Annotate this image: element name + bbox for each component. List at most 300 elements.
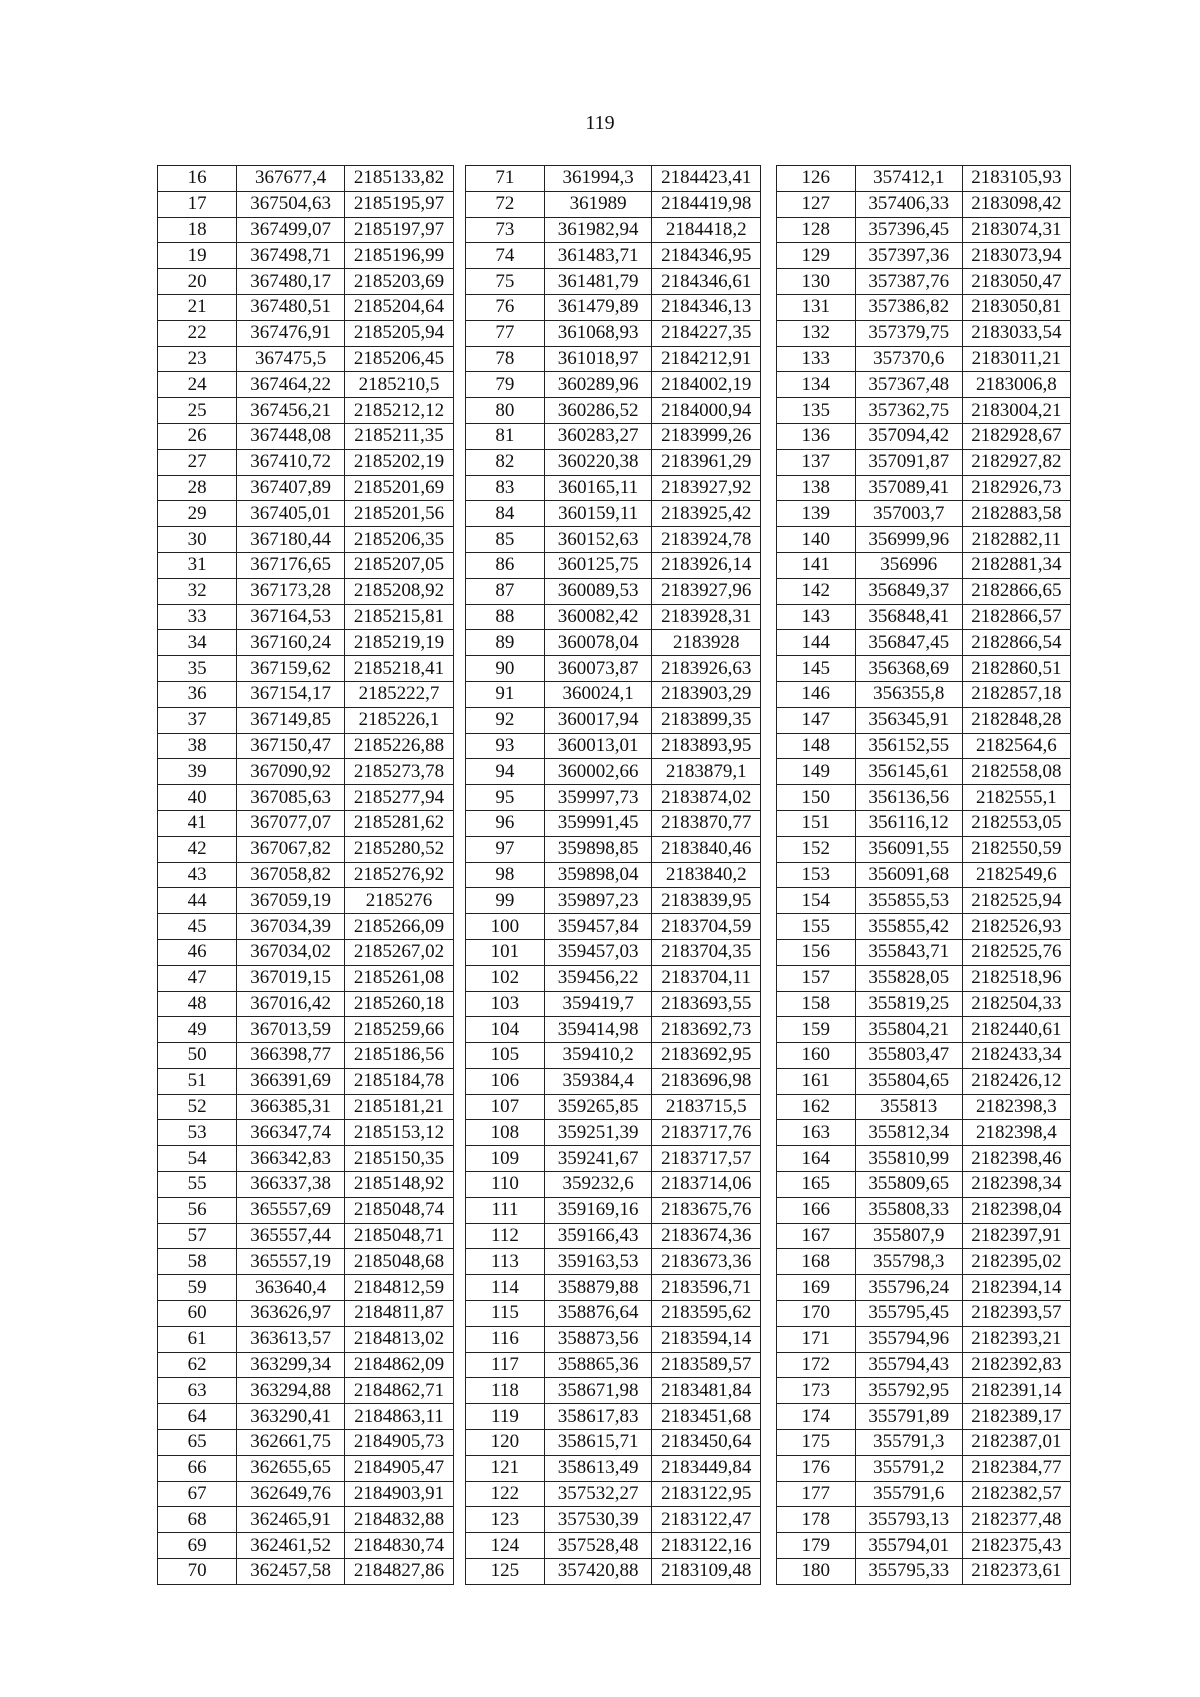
point-number-cell: 114 <box>466 1275 545 1301</box>
y-coordinate-cell: 2182382,57 <box>962 1481 1070 1507</box>
table-row <box>466 346 761 372</box>
coordinate-table-1 <box>157 165 454 1585</box>
y-coordinate-cell: 2183840,46 <box>652 836 761 862</box>
x-coordinate-cell: 367034,39 <box>237 914 345 940</box>
y-coordinate-cell: 2184905,47 <box>345 1455 454 1481</box>
table-row <box>158 552 454 578</box>
table-row <box>777 1455 1071 1481</box>
point-number-cell: 144 <box>777 630 856 656</box>
table-row <box>466 1223 761 1249</box>
x-coordinate-cell: 357412,1 <box>855 166 962 192</box>
x-coordinate-cell: 358617,83 <box>544 1404 652 1430</box>
table-row <box>466 759 761 785</box>
point-number-cell: 34 <box>158 630 237 656</box>
y-coordinate-cell: 2183899,35 <box>652 707 761 733</box>
x-coordinate-cell: 367034,02 <box>237 939 345 965</box>
x-coordinate-cell: 357091,87 <box>855 449 962 475</box>
x-coordinate-cell: 357089,41 <box>855 475 962 501</box>
y-coordinate-cell: 2185181,21 <box>345 1094 454 1120</box>
point-number-cell: 22 <box>158 320 237 346</box>
x-coordinate-cell: 359898,04 <box>544 862 652 888</box>
table-row <box>777 785 1071 811</box>
table-row <box>777 372 1071 398</box>
table-row <box>158 707 454 733</box>
point-number-cell: 143 <box>777 604 856 630</box>
y-coordinate-cell: 2182866,65 <box>962 578 1070 604</box>
point-number-cell: 29 <box>158 501 237 527</box>
point-number-cell: 125 <box>466 1559 545 1585</box>
x-coordinate-cell: 355794,96 <box>855 1326 962 1352</box>
point-number-cell: 178 <box>777 1507 856 1533</box>
x-coordinate-cell: 355794,01 <box>855 1533 962 1559</box>
point-number-cell: 57 <box>158 1223 237 1249</box>
table-row <box>466 1017 761 1043</box>
y-coordinate-cell: 2183925,42 <box>652 501 761 527</box>
y-coordinate-cell: 2182398,3 <box>962 1094 1070 1120</box>
x-coordinate-cell: 355791,2 <box>855 1455 962 1481</box>
point-number-cell: 156 <box>777 939 856 965</box>
y-coordinate-cell: 2183927,96 <box>652 578 761 604</box>
y-coordinate-cell: 2182440,61 <box>962 1017 1070 1043</box>
y-coordinate-cell: 2184905,73 <box>345 1430 454 1456</box>
point-number-cell: 59 <box>158 1275 237 1301</box>
point-number-cell: 135 <box>777 398 856 424</box>
y-coordinate-cell: 2182375,43 <box>962 1533 1070 1559</box>
point-number-cell: 158 <box>777 991 856 1017</box>
x-coordinate-cell: 357528,48 <box>544 1533 652 1559</box>
table-row <box>777 320 1071 346</box>
table-row <box>777 578 1071 604</box>
x-coordinate-cell: 359241,67 <box>544 1146 652 1172</box>
point-number-cell: 27 <box>158 449 237 475</box>
table-row <box>158 501 454 527</box>
y-coordinate-cell: 2183692,73 <box>652 1017 761 1043</box>
y-coordinate-cell: 2185222,7 <box>345 681 454 707</box>
table-row <box>158 1352 454 1378</box>
point-number-cell: 177 <box>777 1481 856 1507</box>
point-number-cell: 150 <box>777 785 856 811</box>
table-row <box>466 604 761 630</box>
y-coordinate-cell: 2183105,93 <box>962 166 1070 192</box>
table-row <box>158 604 454 630</box>
point-number-cell: 89 <box>466 630 545 656</box>
y-coordinate-cell: 2182389,17 <box>962 1404 1070 1430</box>
point-number-cell: 122 <box>466 1481 545 1507</box>
point-number-cell: 43 <box>158 862 237 888</box>
table-row <box>777 707 1071 733</box>
point-number-cell: 123 <box>466 1507 545 1533</box>
y-coordinate-cell: 2182387,01 <box>962 1430 1070 1456</box>
y-coordinate-cell: 2184863,11 <box>345 1404 454 1430</box>
y-coordinate-cell: 2182848,28 <box>962 707 1070 733</box>
table-row <box>466 1404 761 1430</box>
table-row <box>777 914 1071 940</box>
point-number-cell: 110 <box>466 1172 545 1198</box>
point-number-cell: 63 <box>158 1378 237 1404</box>
table-row <box>158 836 454 862</box>
table-row <box>158 398 454 424</box>
x-coordinate-cell: 358879,88 <box>544 1275 652 1301</box>
coordinate-table-3 <box>776 165 1071 1585</box>
x-coordinate-cell: 359169,16 <box>544 1197 652 1223</box>
y-coordinate-cell: 2182384,77 <box>962 1455 1070 1481</box>
table-row <box>466 423 761 449</box>
x-coordinate-cell: 363294,88 <box>237 1378 345 1404</box>
x-coordinate-cell: 361481,79 <box>544 269 652 295</box>
y-coordinate-cell: 2183004,21 <box>962 398 1070 424</box>
y-coordinate-cell: 2184419,98 <box>652 191 761 217</box>
point-number-cell: 96 <box>466 810 545 836</box>
y-coordinate-cell: 2182526,93 <box>962 914 1070 940</box>
x-coordinate-cell: 360283,27 <box>544 423 652 449</box>
x-coordinate-cell: 356136,56 <box>855 785 962 811</box>
point-number-cell: 62 <box>158 1352 237 1378</box>
point-number-cell: 151 <box>777 810 856 836</box>
point-number-cell: 124 <box>466 1533 545 1559</box>
table-row <box>158 1068 454 1094</box>
point-number-cell: 77 <box>466 320 545 346</box>
x-coordinate-cell: 362465,91 <box>237 1507 345 1533</box>
x-coordinate-cell: 356345,91 <box>855 707 962 733</box>
y-coordinate-cell: 2183675,76 <box>652 1197 761 1223</box>
point-number-cell: 147 <box>777 707 856 733</box>
point-number-cell: 38 <box>158 733 237 759</box>
point-number-cell: 73 <box>466 217 545 243</box>
point-number-cell: 76 <box>466 294 545 320</box>
y-coordinate-cell: 2184862,71 <box>345 1378 454 1404</box>
point-number-cell: 138 <box>777 475 856 501</box>
table-row <box>466 1326 761 1352</box>
point-number-cell: 32 <box>158 578 237 604</box>
table-row <box>466 656 761 682</box>
y-coordinate-cell: 2184346,95 <box>652 243 761 269</box>
table-row <box>158 1223 454 1249</box>
x-coordinate-cell: 356145,61 <box>855 759 962 785</box>
point-number-cell: 127 <box>777 191 856 217</box>
point-number-cell: 25 <box>158 398 237 424</box>
point-number-cell: 103 <box>466 991 545 1017</box>
y-coordinate-cell: 2184832,88 <box>345 1507 454 1533</box>
y-coordinate-cell: 2183109,48 <box>652 1559 761 1585</box>
point-number-cell: 120 <box>466 1430 545 1456</box>
point-number-cell: 82 <box>466 449 545 475</box>
point-number-cell: 17 <box>158 191 237 217</box>
table-row <box>158 449 454 475</box>
y-coordinate-cell: 2185211,35 <box>345 423 454 449</box>
point-number-cell: 111 <box>466 1197 545 1223</box>
x-coordinate-cell: 359265,85 <box>544 1094 652 1120</box>
point-number-cell: 119 <box>466 1404 545 1430</box>
table-row <box>466 836 761 862</box>
table-row <box>466 320 761 346</box>
point-number-cell: 179 <box>777 1533 856 1559</box>
table-row <box>777 501 1071 527</box>
y-coordinate-cell: 2184346,13 <box>652 294 761 320</box>
point-number-cell: 163 <box>777 1120 856 1146</box>
point-number-cell: 55 <box>158 1172 237 1198</box>
y-coordinate-cell: 2184830,74 <box>345 1533 454 1559</box>
x-coordinate-cell: 355791,6 <box>855 1481 962 1507</box>
x-coordinate-cell: 367058,82 <box>237 862 345 888</box>
point-number-cell: 19 <box>158 243 237 269</box>
y-coordinate-cell: 2185277,94 <box>345 785 454 811</box>
y-coordinate-cell: 2183715,5 <box>652 1094 761 1120</box>
x-coordinate-cell: 358865,36 <box>544 1352 652 1378</box>
y-coordinate-cell: 2183870,77 <box>652 810 761 836</box>
point-number-cell: 113 <box>466 1249 545 1275</box>
table-row <box>158 217 454 243</box>
y-coordinate-cell: 2182373,61 <box>962 1559 1070 1585</box>
y-coordinate-cell: 2184002,19 <box>652 372 761 398</box>
point-number-cell: 93 <box>466 733 545 759</box>
table-row <box>777 552 1071 578</box>
point-number-cell: 56 <box>158 1197 237 1223</box>
y-coordinate-cell: 2183674,36 <box>652 1223 761 1249</box>
point-number-cell: 115 <box>466 1301 545 1327</box>
x-coordinate-cell: 355792,95 <box>855 1378 962 1404</box>
x-coordinate-cell: 360089,53 <box>544 578 652 604</box>
point-number-cell: 169 <box>777 1275 856 1301</box>
x-coordinate-cell: 356847,45 <box>855 630 962 656</box>
x-coordinate-cell: 355804,21 <box>855 1017 962 1043</box>
table-row <box>158 166 454 192</box>
table-row <box>466 1120 761 1146</box>
table-row <box>777 604 1071 630</box>
x-coordinate-cell: 367159,62 <box>237 656 345 682</box>
point-number-cell: 102 <box>466 965 545 991</box>
point-number-cell: 18 <box>158 217 237 243</box>
table-row <box>466 1559 761 1585</box>
y-coordinate-cell: 2185150,35 <box>345 1146 454 1172</box>
x-coordinate-cell: 357386,82 <box>855 294 962 320</box>
x-coordinate-cell: 361479,89 <box>544 294 652 320</box>
point-number-cell: 16 <box>158 166 237 192</box>
y-coordinate-cell: 2182555,1 <box>962 785 1070 811</box>
table-row <box>777 1533 1071 1559</box>
table-row <box>466 243 761 269</box>
y-coordinate-cell: 2182866,57 <box>962 604 1070 630</box>
y-coordinate-cell: 2185197,97 <box>345 217 454 243</box>
y-coordinate-cell: 2183050,47 <box>962 269 1070 295</box>
table-row <box>777 423 1071 449</box>
x-coordinate-cell: 359898,85 <box>544 836 652 862</box>
x-coordinate-cell: 367019,15 <box>237 965 345 991</box>
table-row <box>158 785 454 811</box>
point-number-cell: 174 <box>777 1404 856 1430</box>
x-coordinate-cell: 355843,71 <box>855 939 962 965</box>
point-number-cell: 42 <box>158 836 237 862</box>
table-row <box>466 888 761 914</box>
table-row <box>158 733 454 759</box>
point-number-cell: 58 <box>158 1249 237 1275</box>
table-row <box>466 630 761 656</box>
y-coordinate-cell: 2182398,34 <box>962 1172 1070 1198</box>
point-number-cell: 140 <box>777 527 856 553</box>
point-number-cell: 155 <box>777 914 856 940</box>
y-coordinate-cell: 2183893,95 <box>652 733 761 759</box>
y-coordinate-cell: 2185259,66 <box>345 1017 454 1043</box>
x-coordinate-cell: 357396,45 <box>855 217 962 243</box>
x-coordinate-cell: 359163,53 <box>544 1249 652 1275</box>
table-row <box>777 1430 1071 1456</box>
y-coordinate-cell: 2184811,87 <box>345 1301 454 1327</box>
y-coordinate-cell: 2182398,04 <box>962 1197 1070 1223</box>
table-row <box>466 733 761 759</box>
y-coordinate-cell: 2184423,41 <box>652 166 761 192</box>
point-number-cell: 28 <box>158 475 237 501</box>
x-coordinate-cell: 356996 <box>855 552 962 578</box>
y-coordinate-cell: 2182926,73 <box>962 475 1070 501</box>
y-coordinate-cell: 2183696,98 <box>652 1068 761 1094</box>
point-number-cell: 70 <box>158 1559 237 1585</box>
table-row <box>466 965 761 991</box>
point-number-cell: 170 <box>777 1301 856 1327</box>
x-coordinate-cell: 366391,69 <box>237 1068 345 1094</box>
y-coordinate-cell: 2182928,67 <box>962 423 1070 449</box>
x-coordinate-cell: 356999,96 <box>855 527 962 553</box>
x-coordinate-cell: 357530,39 <box>544 1507 652 1533</box>
table-row <box>466 191 761 217</box>
point-number-cell: 46 <box>158 939 237 965</box>
point-number-cell: 79 <box>466 372 545 398</box>
table-row <box>466 681 761 707</box>
point-number-cell: 26 <box>158 423 237 449</box>
point-number-cell: 83 <box>466 475 545 501</box>
x-coordinate-cell: 366337,38 <box>237 1172 345 1198</box>
x-coordinate-cell: 367149,85 <box>237 707 345 733</box>
x-coordinate-cell: 360220,38 <box>544 449 652 475</box>
x-coordinate-cell: 365557,44 <box>237 1223 345 1249</box>
y-coordinate-cell: 2185195,97 <box>345 191 454 217</box>
table-row <box>466 1249 761 1275</box>
table-row <box>777 1352 1071 1378</box>
x-coordinate-cell: 357370,6 <box>855 346 962 372</box>
table-row <box>466 217 761 243</box>
x-coordinate-cell: 367499,07 <box>237 217 345 243</box>
y-coordinate-cell: 2182426,12 <box>962 1068 1070 1094</box>
x-coordinate-cell: 361989 <box>544 191 652 217</box>
y-coordinate-cell: 2182395,02 <box>962 1249 1070 1275</box>
table-row <box>158 630 454 656</box>
y-coordinate-cell: 2183122,95 <box>652 1481 761 1507</box>
point-number-cell: 44 <box>158 888 237 914</box>
table-row <box>158 888 454 914</box>
x-coordinate-cell: 360024,1 <box>544 681 652 707</box>
point-number-cell: 54 <box>158 1146 237 1172</box>
x-coordinate-cell: 363299,34 <box>237 1352 345 1378</box>
y-coordinate-cell: 2183903,29 <box>652 681 761 707</box>
x-coordinate-cell: 359166,43 <box>544 1223 652 1249</box>
x-coordinate-cell: 355813 <box>855 1094 962 1120</box>
table-row <box>777 759 1071 785</box>
x-coordinate-cell: 357003,7 <box>855 501 962 527</box>
x-coordinate-cell: 355828,05 <box>855 965 962 991</box>
table-row <box>777 1172 1071 1198</box>
x-coordinate-cell: 355795,45 <box>855 1301 962 1327</box>
y-coordinate-cell: 2183704,59 <box>652 914 761 940</box>
y-coordinate-cell: 2184418,2 <box>652 217 761 243</box>
x-coordinate-cell: 362461,52 <box>237 1533 345 1559</box>
table-row <box>158 1120 454 1146</box>
y-coordinate-cell: 2183717,57 <box>652 1146 761 1172</box>
point-number-cell: 30 <box>158 527 237 553</box>
table-row <box>158 243 454 269</box>
x-coordinate-cell: 360125,75 <box>544 552 652 578</box>
table-row <box>158 1455 454 1481</box>
table-row <box>466 1378 761 1404</box>
table-row <box>777 294 1071 320</box>
table-row <box>777 449 1071 475</box>
table-row <box>777 1197 1071 1223</box>
table-row <box>158 475 454 501</box>
point-number-cell: 50 <box>158 1043 237 1069</box>
point-number-cell: 88 <box>466 604 545 630</box>
x-coordinate-cell: 365557,69 <box>237 1197 345 1223</box>
point-number-cell: 117 <box>466 1352 545 1378</box>
table-row <box>777 656 1071 682</box>
table-row <box>158 1326 454 1352</box>
table-row <box>777 217 1071 243</box>
point-number-cell: 104 <box>466 1017 545 1043</box>
point-number-cell: 78 <box>466 346 545 372</box>
table-row <box>466 1481 761 1507</box>
x-coordinate-cell: 362649,76 <box>237 1481 345 1507</box>
x-coordinate-cell: 355798,3 <box>855 1249 962 1275</box>
x-coordinate-cell: 367456,21 <box>237 398 345 424</box>
x-coordinate-cell: 356849,37 <box>855 578 962 604</box>
point-number-cell: 72 <box>466 191 545 217</box>
table-row <box>466 475 761 501</box>
table-row <box>777 965 1071 991</box>
x-coordinate-cell: 360073,87 <box>544 656 652 682</box>
x-coordinate-cell: 367160,24 <box>237 630 345 656</box>
point-number-cell: 75 <box>466 269 545 295</box>
y-coordinate-cell: 2182397,91 <box>962 1223 1070 1249</box>
table-row <box>158 294 454 320</box>
x-coordinate-cell: 355794,43 <box>855 1352 962 1378</box>
point-number-cell: 129 <box>777 243 856 269</box>
point-number-cell: 95 <box>466 785 545 811</box>
y-coordinate-cell: 2182882,11 <box>962 527 1070 553</box>
x-coordinate-cell: 363640,4 <box>237 1275 345 1301</box>
x-coordinate-cell: 366398,77 <box>237 1043 345 1069</box>
y-coordinate-cell: 2182558,08 <box>962 759 1070 785</box>
x-coordinate-cell: 356355,8 <box>855 681 962 707</box>
table-row <box>158 1404 454 1430</box>
x-coordinate-cell: 362457,58 <box>237 1559 345 1585</box>
y-coordinate-cell: 2183704,35 <box>652 939 761 965</box>
x-coordinate-cell: 367448,08 <box>237 423 345 449</box>
x-coordinate-cell: 367480,51 <box>237 294 345 320</box>
table-row <box>466 862 761 888</box>
x-coordinate-cell: 359410,2 <box>544 1043 652 1069</box>
y-coordinate-cell: 2185208,92 <box>345 578 454 604</box>
x-coordinate-cell: 359419,7 <box>544 991 652 1017</box>
y-coordinate-cell: 2185201,69 <box>345 475 454 501</box>
y-coordinate-cell: 2185048,74 <box>345 1197 454 1223</box>
table-row <box>777 836 1071 862</box>
x-coordinate-cell: 355791,3 <box>855 1430 962 1456</box>
y-coordinate-cell: 2183928 <box>652 630 761 656</box>
point-number-cell: 49 <box>158 1017 237 1043</box>
point-number-cell: 142 <box>777 578 856 604</box>
point-number-cell: 69 <box>158 1533 237 1559</box>
y-coordinate-cell: 2185206,45 <box>345 346 454 372</box>
table-row <box>466 552 761 578</box>
x-coordinate-cell: 357532,27 <box>544 1481 652 1507</box>
point-number-cell: 40 <box>158 785 237 811</box>
table-row <box>777 1559 1071 1585</box>
